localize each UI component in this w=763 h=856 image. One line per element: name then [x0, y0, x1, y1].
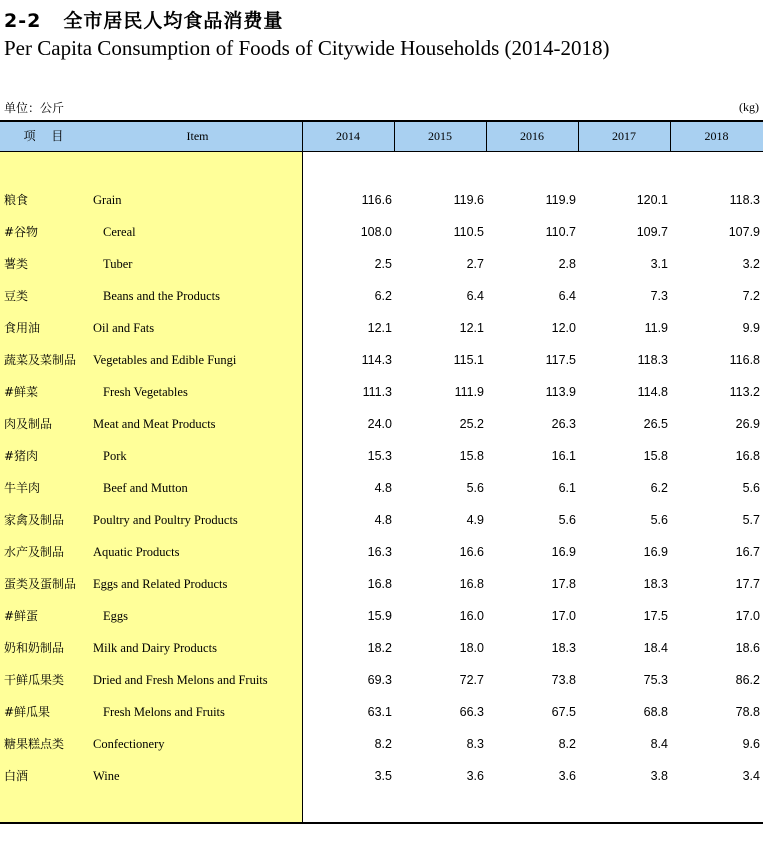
table-row: [0, 480, 763, 512]
title-chinese-text: 全市居民人均食品消费量: [63, 10, 284, 32]
table-row: [0, 576, 763, 608]
table-row: [0, 384, 763, 416]
header-item-english: Item: [186, 129, 209, 143]
value-cell-2015: 25.2: [459, 417, 484, 431]
table-top-rule: [0, 120, 763, 122]
value-cell-2018: 17.7: [735, 577, 760, 591]
value-cell-2017: 15.8: [643, 449, 668, 463]
value-cell-2017: 5.6: [650, 513, 668, 527]
value-cell-2016: 110.7: [545, 225, 576, 239]
table-row: [0, 448, 763, 480]
row-label-english: Tuber: [103, 257, 133, 271]
value-cell-2017: 17.5: [643, 609, 668, 623]
value-cell-2014: 111.3: [362, 385, 392, 399]
value-cell-2017: 18.3: [643, 577, 668, 591]
table-row: [0, 640, 763, 672]
row-label-chinese: 奶和奶制品: [4, 641, 65, 655]
value-cell-2014: 18.2: [367, 641, 392, 655]
value-cell-2017: 120.1: [636, 193, 668, 207]
title-english: Per Capita Consumption of Foods of Citywide Households (2014-2018): [4, 36, 610, 60]
value-cell-2018: 116.8: [729, 353, 760, 367]
row-label-chinese: 牛羊肉: [4, 481, 41, 495]
value-cell-2018: 5.7: [742, 513, 760, 527]
header-divider: [578, 121, 579, 152]
row-label-english: Poultry and Poultry Products: [93, 513, 238, 527]
value-cell-2015: 16.6: [459, 545, 484, 559]
value-cell-2015: 111.9: [454, 385, 484, 399]
value-cell-2018: 78.8: [735, 705, 760, 719]
value-cell-2016: 73.8: [551, 673, 576, 687]
row-label-chinese: 家禽及制品: [4, 513, 65, 527]
value-cell-2016: 5.6: [558, 513, 576, 527]
header-bottom-rule: [0, 151, 763, 152]
value-cell-2014: 24.0: [367, 417, 392, 431]
row-label-english: Cereal: [103, 225, 136, 239]
value-cell-2017: 8.4: [650, 737, 668, 751]
row-label-chinese: 蛋类及蛋制品: [4, 577, 77, 591]
value-cell-2015: 3.6: [466, 769, 484, 783]
value-cell-2018: 3.4: [742, 769, 760, 783]
value-cell-2018: 18.6: [735, 641, 760, 655]
value-cell-2015: 6.4: [466, 289, 484, 303]
value-cell-2015: 16.8: [459, 577, 484, 591]
value-cell-2018: 5.6: [742, 481, 760, 495]
row-label-english: Dried and Fresh Melons and Fruits: [93, 673, 268, 687]
value-cell-2014: 15.3: [367, 449, 392, 463]
row-label-english: Wine: [93, 769, 120, 783]
value-cell-2014: 108.0: [360, 225, 392, 239]
value-cell-2017: 3.1: [650, 257, 668, 271]
value-cell-2017: 26.5: [643, 417, 668, 431]
value-cell-2018: 9.6: [742, 737, 760, 751]
value-cell-2017: 11.9: [644, 321, 668, 335]
table-row: [0, 736, 763, 768]
value-cell-2016: 117.5: [545, 353, 576, 367]
value-cell-2014: 3.5: [374, 769, 392, 783]
row-label-chinese: #谷物: [4, 225, 39, 239]
table-row: [0, 224, 763, 256]
value-cell-2016: 16.1: [551, 449, 576, 463]
row-label-chinese: 豆类: [4, 289, 29, 303]
row-label-english: Grain: [93, 193, 122, 207]
value-cell-2018: 113.2: [729, 385, 760, 399]
value-cell-2014: 16.8: [367, 577, 392, 591]
value-cell-2015: 18.0: [459, 641, 484, 655]
value-cell-2016: 6.1: [558, 481, 576, 495]
row-label-english: Eggs and Related Products: [93, 577, 228, 591]
value-cell-2018: 17.0: [735, 609, 760, 623]
row-label-english: Vegetables and Edible Fungi: [93, 353, 237, 367]
value-cell-2015: 2.7: [466, 257, 484, 271]
value-cell-2014: 4.8: [374, 481, 392, 495]
value-cell-2014: 4.8: [374, 513, 392, 527]
value-cell-2018: 118.3: [729, 193, 760, 207]
table-row: [0, 704, 763, 736]
value-cell-2016: 8.2: [558, 737, 576, 751]
value-cell-2016: 26.3: [551, 417, 576, 431]
row-label-chinese: #鲜菜: [4, 385, 39, 399]
value-cell-2016: 6.4: [558, 289, 576, 303]
value-cell-2017: 6.2: [650, 481, 668, 495]
table-row: [0, 416, 763, 448]
value-cell-2017: 7.3: [650, 289, 668, 303]
row-label-chinese: 白酒: [4, 769, 29, 783]
value-cell-2015: 4.9: [466, 513, 484, 527]
value-cell-2016: 67.5: [551, 705, 576, 719]
header-year-2017: 2017: [612, 129, 636, 143]
row-label-chinese: 干鲜瓜果类: [4, 673, 65, 687]
table-number: 2-2: [4, 10, 42, 32]
value-cell-2015: 16.0: [459, 609, 484, 623]
table-row: [0, 672, 763, 704]
value-cell-2018: 16.8: [735, 449, 760, 463]
row-label-english: Milk and Dairy Products: [93, 641, 217, 655]
value-cell-2015: 110.5: [453, 225, 484, 239]
header-divider: [394, 121, 395, 152]
value-cell-2017: 75.3: [643, 673, 668, 687]
row-label-chinese: 薯类: [4, 257, 29, 271]
table-row: [0, 608, 763, 640]
value-cell-2015: 66.3: [459, 705, 484, 719]
value-cell-2018: 26.9: [735, 417, 760, 431]
header-year-2014: 2014: [336, 129, 360, 143]
value-cell-2014: 69.3: [367, 673, 392, 687]
row-label-english: Confectionery: [93, 737, 165, 751]
row-label-english: Oil and Fats: [93, 321, 155, 335]
row-label-chinese: 糖果糕点类: [4, 737, 65, 751]
value-cell-2016: 17.0: [551, 609, 576, 623]
header-item-chinese: 项 目: [23, 129, 70, 143]
value-cell-2015: 5.6: [466, 481, 484, 495]
row-label-english: Eggs: [103, 609, 128, 623]
table-row: [0, 768, 763, 800]
table-bottom-rule: [0, 822, 763, 824]
value-cell-2016: 119.9: [545, 193, 576, 207]
row-label-chinese: 水产及制品: [4, 545, 65, 559]
value-cell-2014: 8.2: [374, 737, 392, 751]
value-cell-2014: 2.5: [374, 257, 392, 271]
value-cell-2014: 116.6: [361, 193, 392, 207]
value-cell-2015: 115.1: [453, 353, 484, 367]
row-label-english: Aquatic Products: [93, 545, 180, 559]
row-label-english: Pork: [103, 449, 127, 463]
value-cell-2017: 3.8: [650, 769, 668, 783]
value-cell-2014: 15.9: [367, 609, 392, 623]
value-cell-2016: 113.9: [545, 385, 576, 399]
row-label-chinese: #猪肉: [4, 449, 39, 463]
row-label-chinese: #鲜蛋: [4, 609, 39, 623]
row-label-chinese: 食用油: [4, 321, 41, 335]
table-row: [0, 192, 763, 224]
value-cell-2018: 3.2: [742, 257, 760, 271]
value-cell-2017: 18.4: [643, 641, 668, 655]
row-label-english: Beef and Mutton: [103, 481, 188, 495]
title-chinese: [4, 6, 283, 33]
header-year-2016: 2016: [520, 129, 544, 143]
value-cell-2016: 16.9: [551, 545, 576, 559]
value-cell-2016: 12.0: [551, 321, 576, 335]
row-label-chinese: 肉及制品: [4, 417, 53, 431]
value-cell-2014: 16.3: [367, 545, 392, 559]
value-cell-2018: 86.2: [735, 673, 760, 687]
value-cell-2015: 15.8: [459, 449, 484, 463]
value-cell-2014: 12.1: [367, 321, 392, 335]
value-cell-2017: 68.8: [643, 705, 668, 719]
header-divider: [486, 121, 487, 152]
row-label-english: Meat and Meat Products: [93, 417, 216, 431]
table-row: [0, 352, 763, 384]
row-label-chinese: 蔬菜及菜制品: [4, 353, 77, 367]
value-cell-2016: 2.8: [558, 257, 576, 271]
row-label-chinese: #鲜瓜果: [4, 705, 51, 719]
value-cell-2015: 119.6: [453, 193, 484, 207]
value-cell-2014: 114.3: [361, 353, 392, 367]
value-cell-2015: 72.7: [459, 673, 484, 687]
table-row: [0, 320, 763, 352]
value-cell-2017: 118.3: [637, 353, 668, 367]
value-cell-2018: 9.9: [742, 321, 760, 335]
header-year-2018: 2018: [704, 129, 729, 143]
table-row: [0, 512, 763, 544]
row-label-english: Fresh Vegetables: [103, 385, 188, 399]
header-year-2015: 2015: [428, 129, 452, 143]
header-divider: [670, 121, 671, 152]
value-cell-2017: 109.7: [636, 225, 668, 239]
value-cell-2015: 8.3: [466, 737, 484, 751]
value-cell-2016: 18.3: [551, 641, 576, 655]
row-label-chinese: 粮食: [4, 193, 29, 207]
row-label-english: Beans and the Products: [103, 289, 220, 303]
value-cell-2018: 107.9: [728, 225, 760, 239]
value-cell-2014: 63.1: [367, 705, 392, 719]
value-cell-2018: 7.2: [742, 289, 760, 303]
table-row: [0, 544, 763, 576]
value-cell-2016: 17.8: [551, 577, 576, 591]
value-cell-2017: 16.9: [643, 545, 668, 559]
unit-label-english: (kg): [739, 100, 759, 114]
row-label-english: Fresh Melons and Fruits: [103, 705, 225, 719]
unit-label-chinese: 单位：公斤: [4, 101, 65, 115]
table-row: [0, 256, 763, 288]
value-cell-2014: 6.2: [374, 289, 392, 303]
value-cell-2015: 12.1: [459, 321, 484, 335]
table-row: [0, 288, 763, 320]
value-cell-2018: 16.7: [735, 545, 760, 559]
value-cell-2016: 3.6: [558, 769, 576, 783]
value-cell-2017: 114.8: [637, 385, 668, 399]
